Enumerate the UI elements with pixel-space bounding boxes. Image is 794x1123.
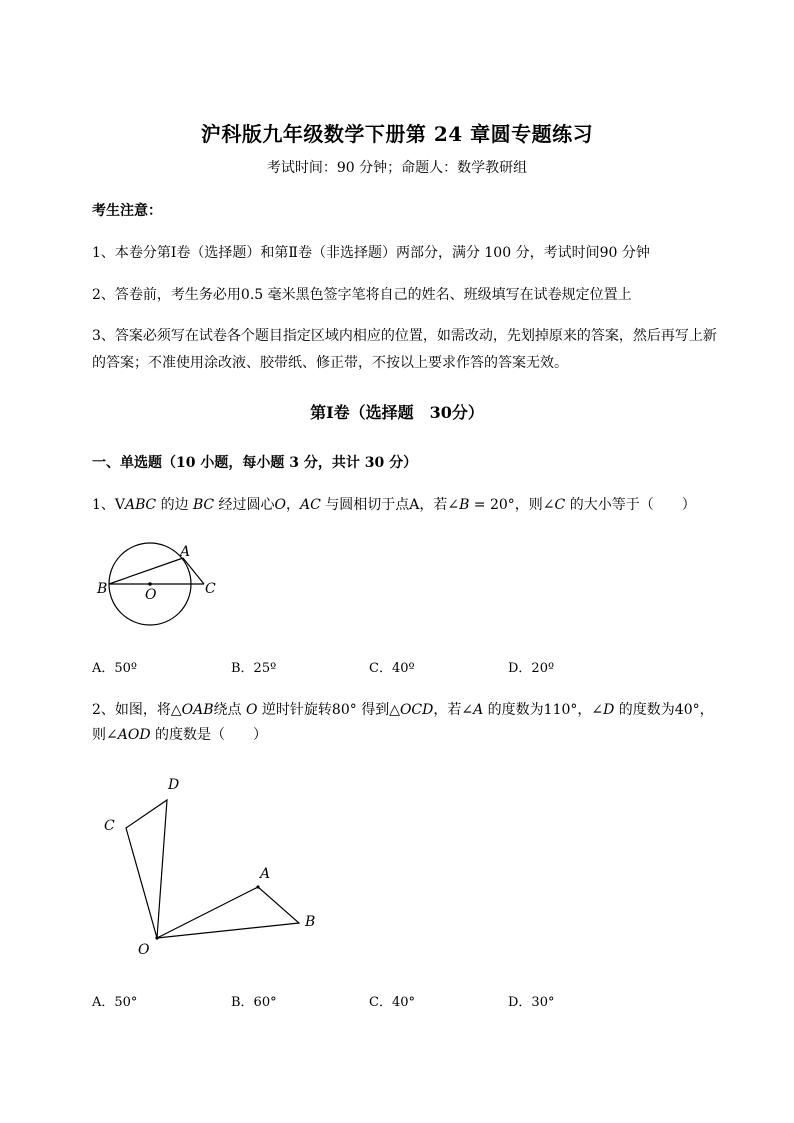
- q2-option-c: C．40°: [369, 995, 415, 1010]
- question-2-stem-line1: 2、如图，将△𝑂𝐴𝐵绕点 𝑂 逆时针旋转80° 得到△𝑂𝐶𝐷，若∠𝐴 的度数为110°，∠𝐷 的度数为40°，: [92, 702, 714, 718]
- q2-option-a: A．50°: [92, 995, 138, 1010]
- question-2-figure: [95, 770, 335, 970]
- label-c: C: [205, 581, 216, 597]
- label-d: D: [168, 777, 180, 793]
- q2-option-b: B．60°: [231, 995, 277, 1010]
- part-title: 一、单选题（10 小题，每小题 3 分，共计 30 分）: [92, 455, 418, 471]
- label-c: C: [104, 818, 115, 834]
- notice-item-2: 2、答卷前，考生务必用0.5 毫米黑色签字笔将自己的姓名、班级填写在试卷规定位置上: [92, 287, 632, 303]
- triangle-oab: [157, 887, 299, 938]
- segment-ba: [109, 558, 183, 584]
- section-title: 第Ⅰ卷（选择题 30分）: [310, 403, 484, 422]
- q1-option-d: D．20º: [508, 661, 555, 676]
- label-o: O: [145, 587, 157, 603]
- question-2-stem-line2: 则∠𝐴𝑂𝐷 的度数是（ ）: [92, 727, 267, 743]
- q1-option-b: B．25º: [231, 661, 277, 676]
- question-1-figure: [88, 535, 228, 635]
- label-a: A: [180, 544, 191, 560]
- label-a: A: [260, 866, 271, 882]
- question-1-stem: 1、V𝐴𝐵𝐶 的边 𝐵𝐶 经过圆心𝑂，𝐴𝐶 与圆相切于点A，若∠𝐵 = 20°，则∠𝐶 的大小等于（ ）: [92, 497, 696, 513]
- label-b: B: [305, 914, 316, 930]
- exam-title: 沪科版九年级数学下册第 24 章圆专题练习: [200, 122, 594, 146]
- point-a: [256, 885, 259, 888]
- segment-ac: [183, 558, 204, 584]
- notice-item-3: 3、答案必须写在试卷各个题目指定区域内相应的位置，如需改动，先划掉原来的答案，然后再写上新: [92, 328, 717, 344]
- exam-subtitle: 考试时间：90 分钟；命题人：数学教研组: [266, 160, 528, 176]
- notice-item-3-continued: 的答案；不准使用涂改液、胶带纸、修正带，不按以上要求作答的答案无效。: [92, 355, 568, 371]
- label-b: B: [97, 581, 108, 597]
- q2-option-d: D．30°: [508, 995, 555, 1010]
- triangle-ocd: [126, 800, 167, 938]
- point-o: [155, 936, 158, 939]
- label-o: O: [138, 942, 150, 958]
- q1-option-a: A．50º: [92, 661, 138, 676]
- center-point-o: [148, 582, 152, 586]
- notice-heading: 考生注意：: [92, 203, 162, 219]
- notice-item-1: 1、本卷分第Ⅰ卷（选择题）和第Ⅱ卷（非选择题）两部分，满分 100 分，考试时间90 分钟: [92, 245, 650, 261]
- q1-option-c: C．40º: [369, 661, 415, 676]
